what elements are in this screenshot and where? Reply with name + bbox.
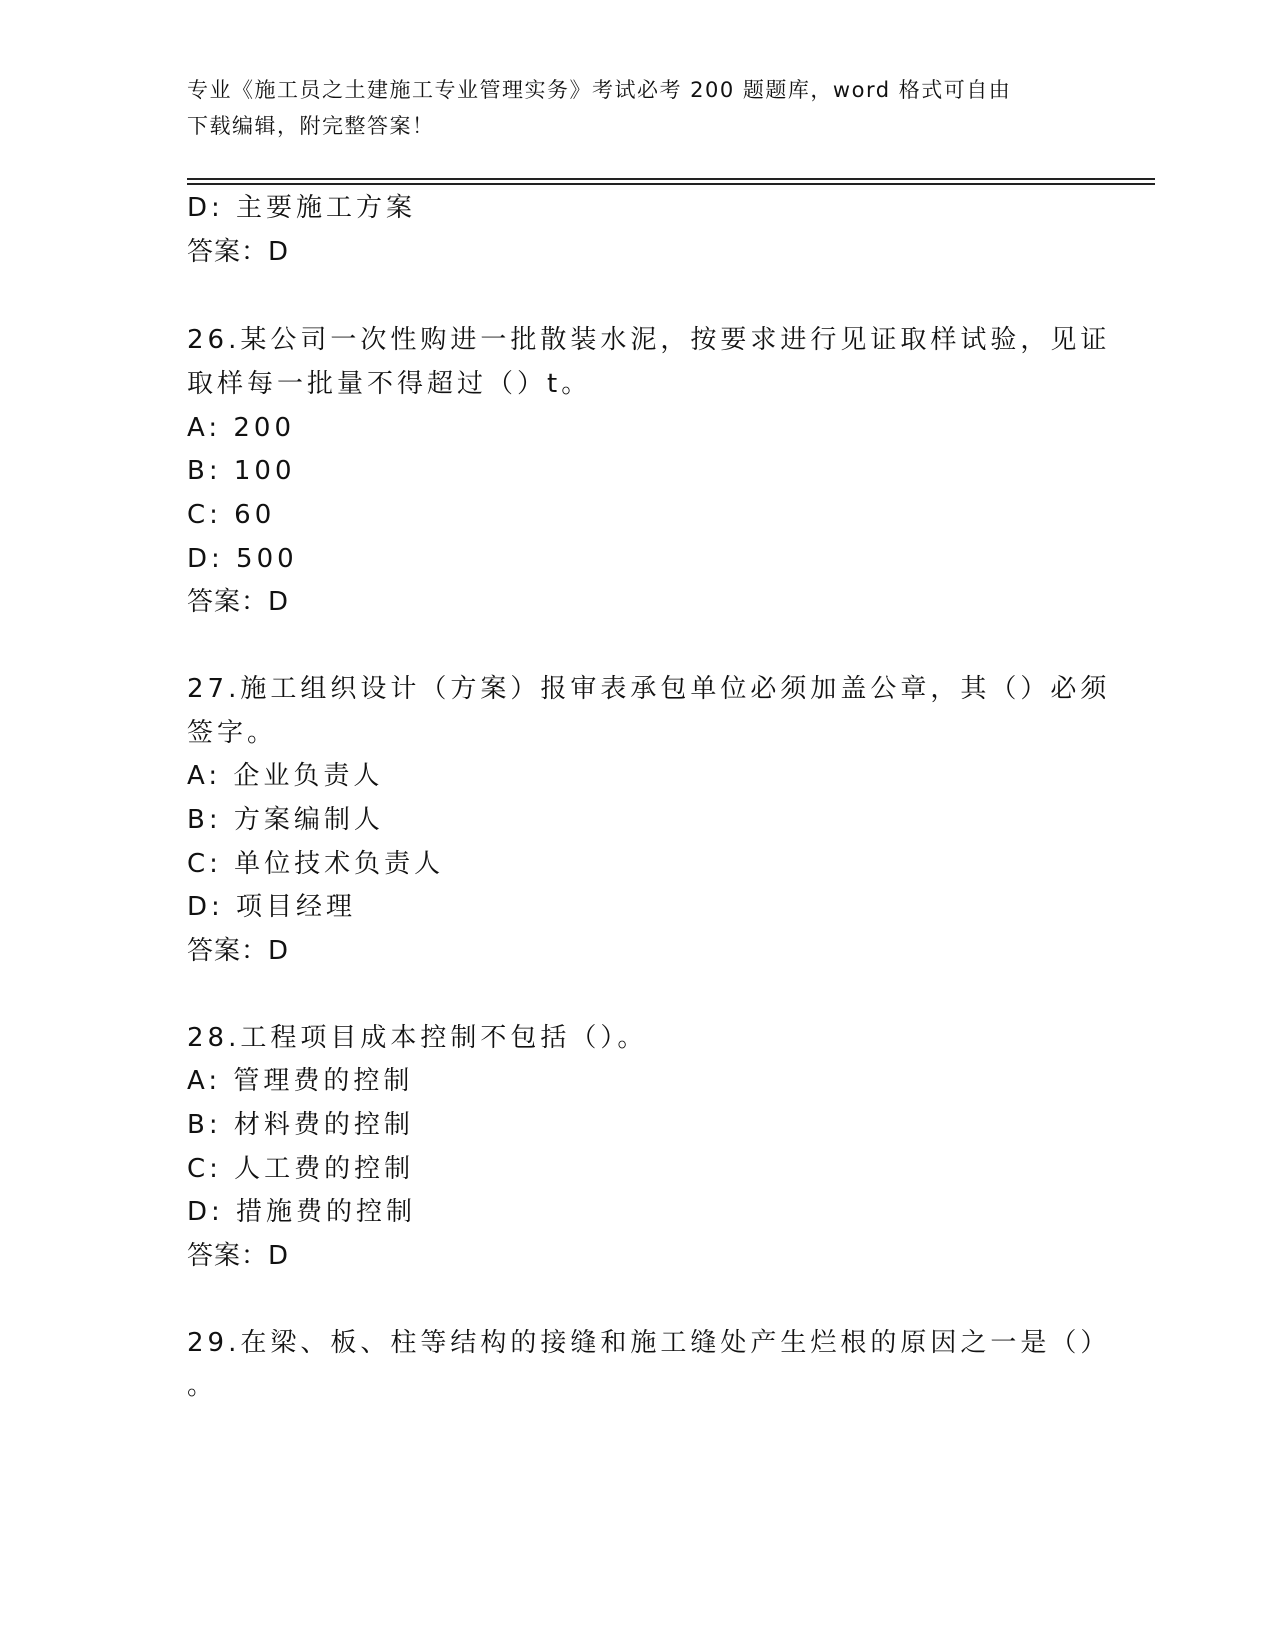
q26-stem-line-2: 取样每一批量不得超过（）t。: [187, 369, 592, 399]
q28-answer: 答案：D: [187, 1241, 290, 1271]
q28-stem-line-1: 28.工程项目成本控制不包括（）。: [187, 1023, 648, 1053]
q28-option-a: A: 管理费的控制: [187, 1066, 414, 1096]
q26-option-d: D: 500: [187, 544, 298, 574]
header-divider-top: [187, 178, 1155, 180]
q27-stem-line-2: 签字。: [187, 718, 278, 748]
q27-stem-line-1: 27.施工组织设计（方案）报审表承包单位必须加盖公章，其（）必须: [187, 674, 1111, 704]
q27-option-c: C: 单位技术负责人: [187, 849, 445, 879]
q27-answer: 答案：D: [187, 936, 290, 966]
header-divider-bottom: [187, 183, 1155, 185]
header-line-1: 专业《施工员之土建施工专业管理实务》考试必考 200 题题库，word 格式可自由: [187, 78, 1012, 102]
q26-option-c: C: 60: [187, 500, 276, 530]
q26-option-a: A: 200: [187, 413, 295, 443]
document-header: [187, 72, 1067, 144]
header-line-2: 下载编辑，附完整答案！: [187, 114, 435, 138]
q27-option-b: B: 方案编制人: [187, 805, 384, 835]
q27-option-d: D: 项目经理: [187, 892, 357, 922]
q26-stem-line-1: 26.某公司一次性购进一批散装水泥，按要求进行见证取样试验，见证: [187, 325, 1111, 355]
q29-stem-line-2: 。: [187, 1371, 218, 1401]
q28-option-d: D: 措施费的控制: [187, 1197, 417, 1227]
q25-answer: 答案：D: [187, 237, 290, 267]
q26-answer: 答案：D: [187, 587, 290, 617]
q26-option-b: B: 100: [187, 456, 296, 486]
q25-option-d: D: 主要施工方案: [187, 193, 417, 223]
q28-option-b: B: 材料费的控制: [187, 1110, 414, 1140]
q27-option-a: A: 企业负责人: [187, 761, 384, 791]
q28-option-c: C: 人工费的控制: [187, 1154, 415, 1184]
q29-stem-line-1: 29.在梁、板、柱等结构的接缝和施工缝处产生烂根的原因之一是（）: [187, 1328, 1111, 1358]
